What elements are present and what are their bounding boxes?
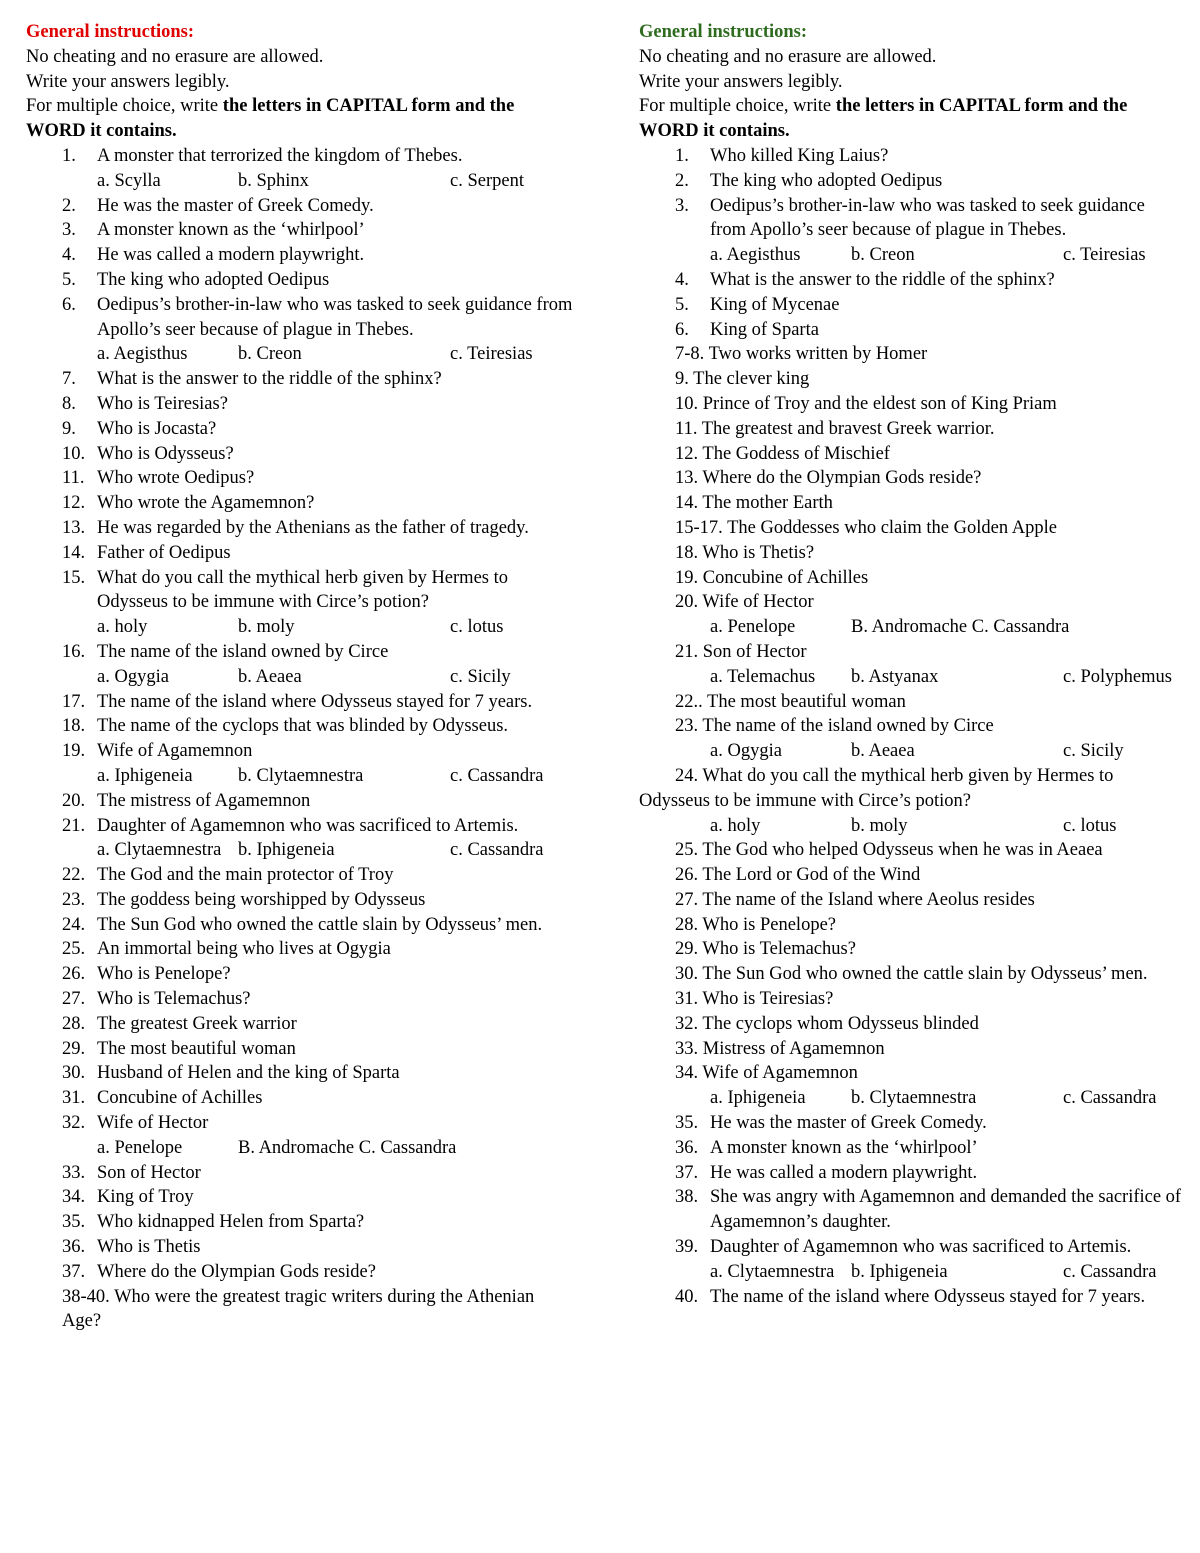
question-text: He was called a modern playwright. (710, 1162, 978, 1183)
mc-bold-text: the letters in CAPITAL form and the WORD it contains. (26, 96, 515, 142)
question-number: 35. (675, 1113, 699, 1134)
question-item (26, 937, 576, 962)
question-number: 2. (62, 195, 76, 216)
question-item (639, 566, 1184, 591)
question-text: 11. The greatest and bravest Greek warrior. (675, 418, 995, 439)
question-item (639, 1136, 1184, 1161)
answer-options (710, 739, 1184, 764)
question-number: 19. (62, 741, 86, 762)
question-item (639, 417, 1184, 442)
question-item (26, 987, 576, 1012)
question-item (26, 690, 576, 715)
question-text: He was the master of Greek Comedy. (97, 195, 374, 216)
question-item (26, 293, 576, 367)
question-item (26, 516, 576, 541)
question-number: 28. (62, 1013, 86, 1034)
mc-lead-text: For multiple choice, write (26, 96, 223, 117)
question-text: The goddess being worshipped by Odysseus (97, 889, 426, 910)
question-item (26, 789, 576, 814)
question-item (639, 268, 1184, 293)
question-item (26, 1061, 576, 1086)
question-text: Daughter of Agamemnon who was sacrificed to Artemis. (710, 1237, 1132, 1258)
question-text: Who is Teiresias? (97, 393, 228, 414)
question-text: A monster known as the ‘whirlpool’ (710, 1137, 978, 1158)
question-text: Oedipus’s brother-in-law who was tasked to seek guidance from Apollo’s seer because of plague in Thebes. (710, 195, 1145, 241)
question-number: 15. (62, 567, 86, 588)
answer-option: c. lotus (450, 617, 504, 638)
question-item (26, 442, 576, 467)
question-item (26, 1161, 576, 1186)
question-item (26, 367, 576, 392)
question-text: The king who adopted Oedipus (97, 269, 330, 290)
question-number: 32. (62, 1113, 86, 1134)
question-number: 5. (675, 294, 689, 315)
instruction-rule: Write your answers legibly. (26, 71, 230, 92)
question-text: 19. Concubine of Achilles (675, 567, 869, 588)
question-text: 25. The God who helped Odysseus when he was in Aeaea (675, 840, 1103, 861)
answer-option: a. Clytaemnestra (710, 1261, 835, 1282)
answer-option: a. Penelope (710, 617, 796, 638)
instruction-rule: No cheating and no erasure are allowed. (26, 46, 324, 67)
question-item (26, 962, 576, 987)
question-item (639, 937, 1184, 962)
answer-option: a. Scylla (97, 170, 161, 191)
question-item (26, 144, 576, 194)
question-number: 26. (62, 964, 86, 985)
question-text: The name of the island owned by Circe (97, 641, 389, 662)
instruction-rule: No cheating and no erasure are allowed. (639, 46, 937, 67)
question-number: 12. (62, 493, 86, 514)
question-item (26, 243, 576, 268)
question-item (639, 516, 1184, 541)
question-item (639, 367, 1184, 392)
question-item (639, 838, 1184, 863)
answer-options (97, 1136, 576, 1161)
question-number: 4. (675, 269, 689, 290)
question-item (639, 590, 1184, 640)
question-number: 20. (62, 790, 86, 811)
question-text: 21. Son of Hector (675, 641, 807, 662)
question-number: 38. (675, 1187, 699, 1208)
question-number: 37. (62, 1261, 86, 1282)
question-text: Daughter of Agamemnon who was sacrificed to Artemis. (97, 815, 519, 836)
answer-option: a. Ogygia (710, 741, 782, 762)
question-number: 1. (675, 145, 689, 166)
mc-bold-text: the letters in CAPITAL form and the WORD it contains. (639, 96, 1128, 142)
multiple-choice-instruction (26, 94, 576, 144)
question-text: Wife of Hector (97, 1113, 209, 1134)
question-text: The greatest Greek warrior (97, 1013, 297, 1034)
question-number: 1. (62, 145, 76, 166)
question-list-right (639, 144, 1184, 342)
question-text: 9. The clever king (675, 369, 810, 390)
question-text: What do you call the mythical herb given by Hermes to Odysseus to be immune with Circe’s potion? (97, 567, 508, 613)
question-text: What is the answer to the riddle of the sphinx? (710, 269, 1055, 290)
answer-option: c. Cassandra (1063, 1261, 1157, 1282)
question-number: 23. (62, 889, 86, 910)
question-text: 24. What do you call the mythical herb given by Hermes to Odysseus to be immune with Circe’s potion? (639, 765, 1114, 811)
question-item (639, 690, 1184, 715)
question-item (26, 1235, 576, 1260)
question-item (639, 466, 1184, 491)
question-item (639, 1037, 1184, 1062)
question-item (26, 1086, 576, 1111)
answer-option: b. moly (851, 815, 908, 836)
question-text: 18. Who is Thetis? (675, 542, 815, 563)
question-number: 5. (62, 269, 76, 290)
question-item (26, 218, 576, 243)
question-text: Father of Oedipus (97, 542, 231, 563)
question-text: Who is Jocasta? (97, 418, 217, 439)
question-number: 14. (62, 542, 86, 563)
question-text: Where do the Olympian Gods reside? (97, 1261, 376, 1282)
question-text: 28. Who is Penelope? (675, 914, 836, 935)
question-number: 33. (62, 1162, 86, 1183)
question-item (639, 1161, 1184, 1186)
answer-option: a. holy (97, 617, 148, 638)
question-text: The Sun God who owned the cattle slain by Odysseus’ men. (97, 914, 543, 935)
answer-options (710, 665, 1184, 690)
question-text: The God and the main protector of Troy (97, 865, 394, 886)
question-text: The most beautiful woman (97, 1038, 296, 1059)
question-number: 35. (62, 1212, 86, 1233)
question-text: 29. Who is Telemachus? (675, 939, 856, 960)
question-text: 23. The name of the island owned by Circe (675, 716, 994, 737)
question-item (26, 466, 576, 491)
question-text: 7-8. Two works written by Homer (675, 344, 928, 365)
answer-option: c. lotus (1063, 815, 1117, 836)
question-number: 34. (62, 1187, 86, 1208)
question-number: 36. (675, 1137, 699, 1158)
question-number: 40. (675, 1286, 699, 1307)
question-number: 24. (62, 914, 86, 935)
question-item (26, 1037, 576, 1062)
answer-option: c. Teiresias (1063, 245, 1146, 266)
question-item (639, 1185, 1184, 1235)
answer-option: b. Sphinx (238, 170, 309, 191)
question-item-last: 38-40. Who were the greatest tragic writers during the Athenian Age? (62, 1286, 535, 1332)
answer-option: b. Iphigeneia (238, 840, 335, 861)
question-item (26, 1260, 576, 1285)
answer-option: a. Penelope (97, 1137, 183, 1158)
question-item (639, 194, 1184, 268)
question-number: 21. (62, 815, 86, 836)
question-text: The name of the island where Odysseus stayed for 7 years. (97, 691, 533, 712)
question-number: 6. (62, 294, 76, 315)
question-text: Oedipus’s brother-in-law who was tasked to seek guidance from Apollo’s seer because of plague in Thebes. (97, 294, 573, 340)
question-number: 31. (62, 1088, 86, 1109)
question-number: 16. (62, 641, 86, 662)
answer-option: a. Ogygia (97, 666, 169, 687)
question-text: What is the answer to the riddle of the sphinx? (97, 369, 442, 390)
answer-option: c. Cassandra (1063, 1088, 1157, 1109)
question-item (639, 764, 1184, 838)
answer-options (710, 243, 1184, 268)
question-item (26, 1210, 576, 1235)
answer-option: B. Andromache C. Cassandra (851, 617, 1070, 638)
question-text: He was called a modern playwright. (97, 245, 365, 266)
answer-option: c. Sicily (1063, 741, 1124, 762)
question-item (639, 318, 1184, 343)
question-text: 33. Mistress of Agamemnon (675, 1038, 885, 1059)
question-text: She was angry with Agamemnon and demanded the sacrifice of Agamemnon’s daughter. (710, 1187, 1182, 1233)
answer-option: a. Iphigeneia (97, 765, 193, 786)
question-item (26, 491, 576, 516)
question-number: 13. (62, 517, 86, 538)
question-text: Wife of Agamemnon (97, 741, 253, 762)
question-text: King of Sparta (710, 319, 819, 340)
question-item (26, 417, 576, 442)
answer-option: b. Clytaemnestra (851, 1088, 977, 1109)
question-number: 29. (62, 1038, 86, 1059)
answer-option: b. moly (238, 617, 295, 638)
question-text: The king who adopted Oedipus (710, 170, 943, 191)
answer-option: b. Iphigeneia (851, 1261, 948, 1282)
question-text: The name of the island where Odysseus stayed for 7 years. (710, 1286, 1146, 1307)
question-list-right-runon (639, 342, 1184, 1111)
instructions-heading: General instructions: (26, 22, 195, 42)
question-item (639, 1235, 1184, 1285)
question-item (26, 392, 576, 417)
question-item (639, 491, 1184, 516)
answer-options (710, 814, 1184, 839)
answer-option: c. Sicily (450, 666, 511, 687)
question-item (26, 640, 576, 690)
question-number: 17. (62, 691, 86, 712)
question-text: 12. The Goddess of Mischief (675, 443, 890, 464)
question-number: 9. (62, 418, 76, 439)
answer-option: b. Aeaea (851, 741, 915, 762)
question-number: 10. (62, 443, 86, 464)
instruction-rule: Write your answers legibly. (639, 71, 843, 92)
question-text: 13. Where do the Olympian Gods reside? (675, 468, 982, 489)
answer-options (97, 169, 576, 194)
question-item (26, 913, 576, 938)
question-text: 34. Wife of Agamemnon (675, 1063, 858, 1084)
answer-options (97, 764, 576, 789)
question-text: 14. The mother Earth (675, 493, 833, 514)
question-number: 18. (62, 716, 86, 737)
answer-option: b. Astyanax (851, 666, 939, 687)
question-item (639, 169, 1184, 194)
question-item (26, 194, 576, 219)
question-item (26, 888, 576, 913)
question-item (26, 814, 576, 864)
question-list-right-end (639, 1111, 1184, 1309)
answer-options (710, 615, 1184, 640)
question-text: Who killed King Laius? (710, 145, 889, 166)
question-item (26, 739, 576, 789)
question-number: 8. (62, 393, 76, 414)
question-text: A monster known as the ‘whirlpool’ (97, 220, 365, 241)
question-number: 3. (675, 195, 689, 216)
question-number: 22. (62, 865, 86, 886)
exam-column-left (26, 20, 576, 1334)
question-text: 20. Wife of Hector (675, 592, 814, 613)
question-text: Who is Telemachus? (97, 989, 251, 1010)
question-item (26, 863, 576, 888)
question-item (639, 342, 1184, 367)
question-list-left (26, 144, 576, 1285)
question-item (639, 962, 1184, 987)
question-text: 22.. The most beautiful woman (675, 691, 906, 712)
answer-options (97, 665, 576, 690)
question-item (639, 293, 1184, 318)
question-item (26, 566, 576, 640)
question-number: 27. (62, 989, 86, 1010)
question-text: Who is Odysseus? (97, 443, 234, 464)
question-text: King of Troy (97, 1187, 194, 1208)
question-item (639, 640, 1184, 690)
answer-option: b. Creon (238, 344, 302, 365)
question-item (26, 268, 576, 293)
answer-options (97, 615, 576, 640)
question-number: 36. (62, 1237, 86, 1258)
answer-option: a. Iphigeneia (710, 1088, 806, 1109)
answer-option: c. Cassandra (450, 840, 544, 861)
question-item (639, 1012, 1184, 1037)
answer-option: b. Aeaea (238, 666, 302, 687)
answer-option: a. Aegisthus (97, 344, 188, 365)
question-number: 37. (675, 1162, 699, 1183)
question-text: Who is Thetis (97, 1237, 201, 1258)
answer-option: b. Creon (851, 245, 915, 266)
question-item (26, 541, 576, 566)
question-item (639, 144, 1184, 169)
question-text: 30. The Sun God who owned the cattle slain by Odysseus’ men. (675, 964, 1148, 985)
question-number: 4. (62, 245, 76, 266)
answer-options (97, 342, 576, 367)
question-number: 30. (62, 1063, 86, 1084)
question-text: He was regarded by the Athenians as the father of tragedy. (97, 517, 529, 538)
question-item (639, 1285, 1184, 1310)
question-text: 31. Who is Teiresias? (675, 989, 834, 1010)
question-number: 25. (62, 939, 86, 960)
question-text: The mistress of Agamemnon (97, 790, 311, 811)
question-item (639, 888, 1184, 913)
answer-option: c. Polyphemus (1063, 666, 1172, 687)
question-item (26, 1111, 576, 1161)
answer-option: a. Clytaemnestra (97, 840, 222, 861)
question-item (639, 863, 1184, 888)
answer-option: b. Clytaemnestra (238, 765, 364, 786)
question-text: 32. The cyclops whom Odysseus blinded (675, 1013, 979, 1034)
question-text: He was the master of Greek Comedy. (710, 1113, 987, 1134)
question-item (639, 1111, 1184, 1136)
answer-option: a. Telemachus (710, 666, 816, 687)
question-text: Concubine of Achilles (97, 1088, 263, 1109)
question-text: 26. The Lord or God of the Wind (675, 865, 921, 886)
question-item (639, 1061, 1184, 1111)
question-text: An immortal being who lives at Ogygia (97, 939, 391, 960)
question-number: 11. (62, 468, 85, 489)
question-text: Who kidnapped Helen from Sparta? (97, 1212, 365, 1233)
question-text: Son of Hector (97, 1162, 201, 1183)
question-item (639, 714, 1184, 764)
question-text: Husband of Helen and the king of Sparta (97, 1063, 400, 1084)
exam-column-right (639, 20, 1184, 1309)
answer-option: B. Andromache C. Cassandra (238, 1137, 457, 1158)
mc-lead-text: For multiple choice, write (639, 96, 836, 117)
question-text: Who wrote the Agamemnon? (97, 493, 315, 514)
question-text: 15-17. The Goddesses who claim the Golden Apple (675, 517, 1057, 538)
answer-option: c. Cassandra (450, 765, 544, 786)
answer-options (97, 838, 576, 863)
question-text: 27. The name of the Island where Aeolus resides (675, 889, 1035, 910)
question-item (639, 913, 1184, 938)
question-text: King of Mycenae (710, 294, 840, 315)
answer-options (710, 1086, 1184, 1111)
question-item (26, 1185, 576, 1210)
question-text: A monster that terrorized the kingdom of Thebes. (97, 145, 463, 166)
answer-options (710, 1260, 1184, 1285)
question-text: 10. Prince of Troy and the eldest son of King Priam (675, 393, 1057, 414)
answer-option: c. Serpent (450, 170, 524, 191)
answer-option: a. holy (710, 815, 761, 836)
question-item (639, 442, 1184, 467)
question-number: 7. (62, 369, 76, 390)
question-number: 3. (62, 220, 76, 241)
question-item (26, 1012, 576, 1037)
question-item (26, 714, 576, 739)
question-number: 39. (675, 1237, 699, 1258)
answer-option: a. Aegisthus (710, 245, 801, 266)
answer-option: c. Teiresias (450, 344, 533, 365)
question-text: The name of the cyclops that was blinded by Odysseus. (97, 716, 509, 737)
question-number: 6. (675, 319, 689, 340)
question-item (639, 541, 1184, 566)
multiple-choice-instruction (639, 94, 1184, 144)
question-text: Who is Penelope? (97, 964, 231, 985)
question-text: Who wrote Oedipus? (97, 468, 255, 489)
question-item (639, 392, 1184, 417)
instructions-heading: General instructions: (639, 22, 808, 42)
question-item (639, 987, 1184, 1012)
question-number: 2. (675, 170, 689, 191)
